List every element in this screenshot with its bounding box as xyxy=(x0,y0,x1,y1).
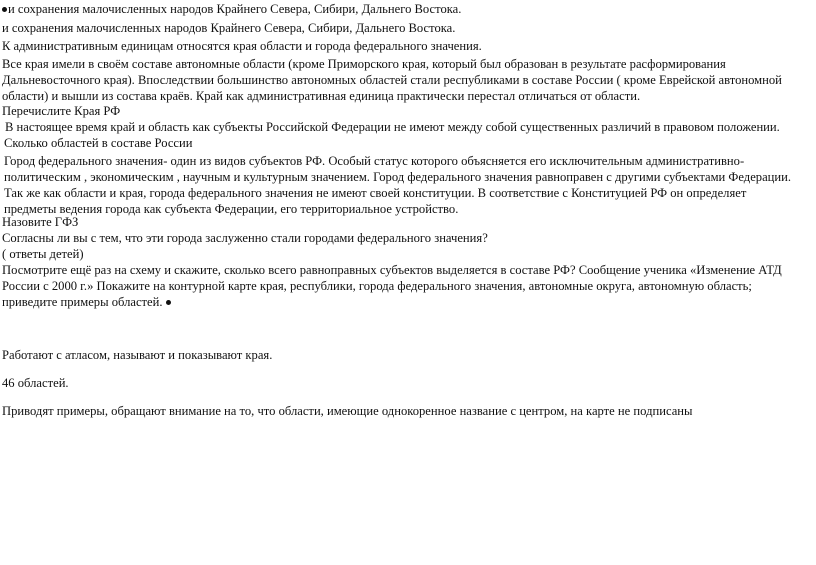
text-examples: Приводят примеры, обращают внимание на то, что области, имеющие однокоренное название с центром, на карте не подписаны xyxy=(2,404,693,418)
paragraph-line: Город федерального значения- один из видов субъектов РФ. Особый статус которого объясняется его исключительным административно- xyxy=(4,154,745,168)
paragraph-line-last xyxy=(2,294,802,310)
bullet-icon xyxy=(166,300,171,305)
paragraph-krai xyxy=(2,56,802,104)
text-children-answers: ( ответы детей) xyxy=(2,247,84,261)
paragraph-line: предметы ведения города как субъекта Федерации, его территориальное устройство. xyxy=(4,202,459,216)
paragraph-federal-city xyxy=(4,153,804,217)
paragraph-line: России с 2000 г.» Покажите на контурной карте края, республики, города федерального значения, автономные округа, автономную область; xyxy=(2,279,752,293)
paragraph-line: политическим , экономическим , научным и культурным значением. Город федерального значения равноправен с другими субъектами Федерации. xyxy=(4,170,792,184)
text: приведите примеры областей. xyxy=(2,295,163,309)
paragraph-line: Все края имели в своём составе автономные области (кроме Приморского края, который был образован в результате расформирования xyxy=(2,57,726,71)
paragraph-line: Так же как области и края, города федерального значения не имеют своей конституции. В соответствие с Конституцией РФ он определяет xyxy=(4,186,747,200)
question-name-gfz: Назовите ГФЗ xyxy=(2,215,79,229)
text-line-3: К административным единицам относятся края области и города федерального значения. xyxy=(2,39,482,53)
text-line-krai-oblast: В настоящее время край и область как субъекты Российской Федерации не имеют между собой существенных различий в правовом положении. xyxy=(5,120,780,134)
text-line-2: и сохранения малочисленных народов Крайнего Севера, Сибири, Дальнего Востока. xyxy=(2,21,456,35)
paragraph-line: области) и вышли из состава краёв. Край как административная единица практически перестал отличаться от области. xyxy=(2,89,641,103)
text: и сохранения малочисленных народов Крайнего Севера, Сибири, Дальнего Востока. xyxy=(8,2,462,16)
paragraph-scheme xyxy=(2,262,802,310)
bullet-icon xyxy=(2,7,7,12)
paragraph-line: Дальневосточного края). Впоследствии большинство автономных областей стали республиками в составе России ( кроме Еврейской автономной xyxy=(2,73,782,87)
text-line-1 xyxy=(2,1,461,17)
question-oblasts-count: Сколько областей в составе России xyxy=(4,136,193,150)
text-46-oblasts: 46 областей. xyxy=(2,376,69,390)
text-atlas: Работают с атласом, называют и показывают края. xyxy=(2,348,273,362)
question-list-krai: Перечислите Края РФ xyxy=(2,104,121,118)
question-agree: Согласны ли вы с тем, что эти города заслуженно стали городами федерального значения? xyxy=(2,231,488,245)
paragraph-line: Посмотрите ещё раз на схему и скажите, сколько всего равноправных субъектов выделяется в составе РФ? Сообщение ученика «Изменение АТД xyxy=(2,263,782,277)
